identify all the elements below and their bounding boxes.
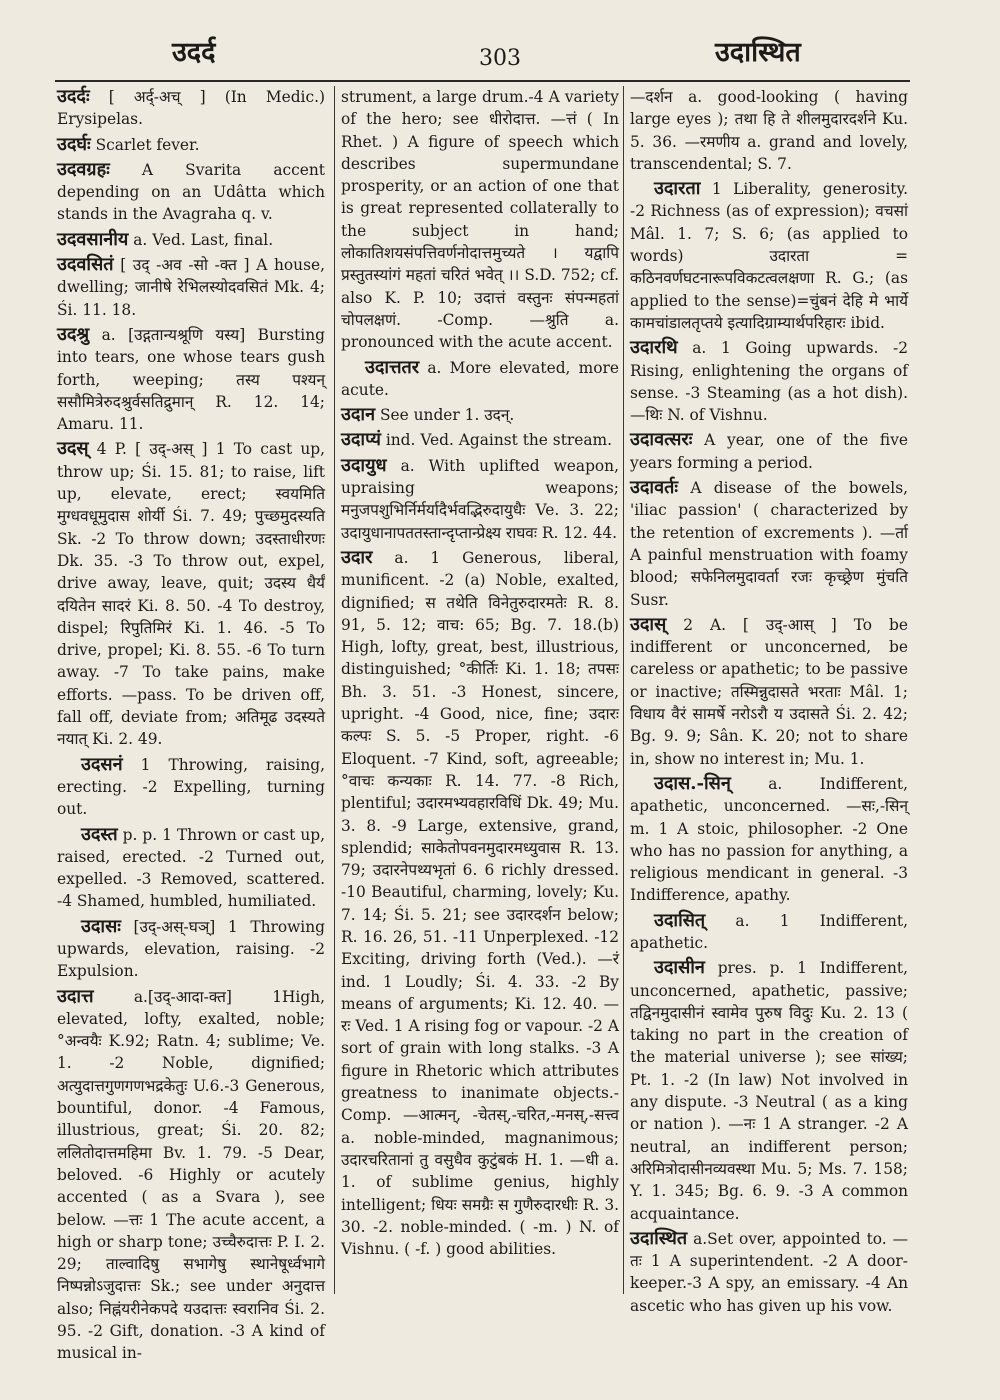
entry-definition: 1 Throwing, raising, erecting. -2 Expelling, turning out. (57, 755, 325, 819)
dictionary-entry (57, 438, 325, 750)
entry-headword: उदात्त (57, 985, 94, 1007)
dictionary-entry (57, 159, 325, 226)
dictionary-entry (630, 773, 908, 907)
entry-definition: —दर्शन a. good-looking ( having large eyes ); तथा हि ते शीलमुदारदर्शने Ku. 5. 36. —रमणीय a. grand and lovely, transcendental; S. 7. (630, 88, 908, 173)
entry-definition: [ अर्द्-अच् ] (In Medic.) Erysipelas. (57, 88, 325, 129)
entry-headword: उदासित् (654, 909, 706, 931)
entry-definition: a. [उद्गतान्यश्रूणि यस्य] Bursting into tears, one whose tears gush forth, weeping; तस्य पश्यन् ससौमित्रेरुदश्रुर्वसतिद्रुमान् R. 12. 14; Amaru. 11. (57, 325, 325, 434)
entry-definition: ind. Ved. Against the stream. (380, 431, 613, 450)
entry-definition: strument, a large drum.-4 A variety of the hero; see धीरोदात्त. —त्तं ( In Rhet. ) A figure of speech which describes supermundane prosperity, or an action of one that is great represented collaterally to the subject in hand; लोकातिशयसंपत्तिवर्णनोदात्तमुच्यते । यद्वापि प्रस्तुतस्यांगं महतां चरितं भवेत् ।। S.D. 752; cf. also K. P. 10; उदात्तं वस्तुनः संपन्महतां चोपलक्षणं. -Comp. —श्रुति a. pronounced with the acute accent. (341, 88, 619, 352)
entry-definition: [उद्-अस्-घञ्] 1 Throwing upwards, elevation, raising. -2 Expulsion. (57, 917, 325, 981)
entry-definition: a. More elevated, more acute. (341, 358, 619, 399)
entry-definition: 1 Liberality, generosity. -2 Richness (as of expression); वचसां Mâl. 1. 7; S. 6; (as applied to words) उदारता = कठिनवर्णघटनारूपविकटत्वलक्षणा R. G.; (as applied to the sense)=चुंबनं देहि मे भार्ये कामचांडालतृप्तये इत्यादिग्राम्यार्थपरिहारः ibid. (630, 180, 908, 332)
entry-definition: a. 1 Indifferent, apathetic. (630, 911, 908, 952)
entry-headword: उदान (341, 404, 376, 426)
column-divider (334, 86, 335, 1294)
entry-headword: उदस्त (81, 823, 118, 845)
entry-headword: उदास्थित (630, 1227, 688, 1249)
entry-headword: उदश्रु (57, 323, 90, 345)
column-2 (341, 86, 619, 1296)
entry-headword: उदवग्रहः (57, 158, 110, 180)
entry-definition: pres. p. 1 Indifferent, unconcerned, apathetic, passive; तद्विनमुदासीनं स्वामेव पुरुष विदुः Ku. 2. 13 ( taking no part in the creation of the material universe ); see सांख्य; Pt. 1. -2 (In law) Not involved in any dispute. -3 Neutral ( as a king or nation ). —नः 1 A stranger. -2 A neutral, an indifferent person; अरिमित्रोदासीनव्यवस्था Mu. 5; Ms. 7. 158; Y. 1. 345; Bg. 6. 9. -3 A common acquaintance. (630, 959, 908, 1223)
dictionary-entry (57, 916, 325, 983)
entry-headword: उदसनं (81, 753, 123, 775)
dictionary-entry (57, 324, 325, 435)
dictionary-entry (630, 86, 908, 175)
entry-definition: [ उद् -अव -सो -क्त ] A house, dwelling; जानीषे रेभिलस्योदवसितं Mk. 4; Śi. 11. 18. (57, 256, 325, 319)
column-3 (630, 86, 908, 1315)
dictionary-entry (341, 455, 619, 544)
dictionary-entry (630, 1228, 908, 1317)
dictionary-entry (57, 824, 325, 913)
entry-definition: a. With uplifted weapon, upraising weapons; मनुजपशुभिर्निर्मर्यादैर्भवद्भिरुदायुधैः Ve. 3. 22; उदायुधानापततस्तान्दृप्तान्प्रेक्ष्य राघवः R. 12. 44. (341, 456, 619, 542)
entry-definition: 4 P. [ उद्-अस् ] 1 To cast up, throw up; Śi. 15. 81; to raise, lift up, elevate, erect; स्वयमिति मुग्धवधूमुदास शोर्यी Śi. 7. 49; पुच्छमुदस्यति Sk. -2 To throw down; उदस्ताधीरणः Dk. 35. -3 To throw out, expel, drive away, leave, quit; उदस्य धैर्यं दयितेन सादरं Ki. 8. 50. -4 To destroy, dispel; रिपुतिमिरं Ki. 1. 46. -5 To drive, propel; Ki. 8. 55. -6 To turn away. -7 To take pains, make efforts. —pass. To be driven off, fall off, deviate from; अतिमूढ उदस्यते नयात् Ki. 2. 49. (57, 440, 325, 749)
dictionary-entry (57, 254, 325, 321)
entry-headword: उदवसानीय (57, 228, 129, 250)
dictionary-entry (630, 178, 908, 334)
entry-definition: a.Set over, appointed to. —तः 1 A superintendent. -2 A door-keeper.-3 A spy, an emissary. -4 An ascetic who has given up his vow. (630, 1229, 908, 1315)
dictionary-entry (630, 337, 908, 426)
entry-headword: उदावर्तः (630, 477, 678, 499)
entry-headword: उदात्ततर (365, 356, 420, 378)
dictionary-entry (630, 910, 908, 955)
dictionary-entry (57, 86, 325, 131)
dictionary-entry (57, 134, 325, 156)
page-number: 303 (479, 46, 521, 71)
entry-definition: a. Ved. Last, final. (128, 230, 274, 249)
entry-headword: उदार (341, 546, 373, 568)
entry-headword: उदारथि (630, 337, 678, 359)
column-divider (623, 86, 624, 1294)
dictionary-entry (341, 547, 619, 1261)
entry-headword: उदासः (81, 915, 121, 937)
entry-headword: उदर्दः (57, 86, 90, 107)
dictionary-entry (341, 404, 619, 426)
dictionary-entry (57, 754, 325, 821)
entry-definition: a. Indifferent, apathetic, unconcerned. —सः,-सिन् m. 1 A stoic, philosopher. -2 One who has no passion for anything, a religious mendicant in general. -3 Indifference, apathy. (630, 774, 908, 905)
entry-headword: उदास.-सिन् (654, 772, 731, 794)
dictionary-entry (57, 986, 325, 1365)
entry-definition: a. 1 Going upwards. -2 Rising, enlightening the organs of sense. -3 Steaming (as a hot dish). —थिः N. of Vishnu. (630, 339, 908, 425)
entry-definition: 2 A. [ उद्-आस् ] To be indifferent or unconcerned, be careless or apathetic; to be passive or inactive; तस्मिन्नुदासते भरताः Mâl. 1; विधाय वैरं सामर्षे नरोऽरौ य उदासते Śi. 2. 42; Bg. 9. 9; Sân. K. 20; not to share in, show no interest in; Mu. 1. (630, 615, 908, 768)
entry-headword: उदासीन (654, 957, 705, 979)
dictionary-entry (630, 614, 908, 770)
right-guide-word: उदास्थित (715, 37, 801, 68)
entry-definition: p. p. 1 Thrown or cast up, raised, erected. -2 Turned out, expelled. -3 Removed, scattered. -4 Shamed, humbled, humiliated. (57, 825, 325, 911)
entry-headword: उदवसितं (57, 254, 114, 276)
entry-headword: उदायुध (341, 454, 387, 476)
entry-definition: A year, one of the five years forming a period. (630, 431, 908, 472)
header-rule (55, 80, 910, 82)
dictionary-entry (341, 429, 619, 451)
entry-headword: उदस् (57, 438, 89, 460)
entry-headword: उदावत्सरः (630, 429, 693, 451)
dictionary-entry (341, 86, 619, 354)
dictionary-entry (630, 477, 908, 611)
entry-headword: उदास् (630, 613, 667, 635)
entry-definition: A Svarita accent depending on an Udâtta which stands in the Avagraha q. v. (57, 160, 325, 224)
dictionary-entry (57, 229, 325, 251)
entry-definition: Scarlet fever. (90, 135, 200, 154)
entry-headword: उदाप्यं (341, 429, 381, 451)
left-guide-word: उदर्द (172, 37, 216, 68)
entry-headword: उदर्घः (57, 133, 91, 155)
dictionary-entry (341, 357, 619, 402)
column-1 (57, 86, 325, 1363)
dictionary-entry (630, 957, 908, 1225)
entry-definition: A disease of the bowels, 'iliac passion' ( characterized by the retention of excrements ). —र्ता A painful menstruation with foamy blood; सफेनिलमुदावर्ता रजः कृच्छ्रेण मुंचति Susr. (630, 479, 908, 609)
entry-definition: a. 1 Generous, liberal, munificent. -2 (a) Noble, exalted, dignified; स तथेति विनेतुरुदारमतेः R. 8. 91, 5. 12; वाच: 65; Bg. 7. 18.(b) High, lofty, great, best, illustrious, distinguished; °कीर्तिः Ki. 1. 18; तपसः Bh. 3. 51. -3 Honest, sincere, upright. -4 Good, nice, fine; उदारः कल्पः S. 5. -5 Proper, right. -6 Eloquent. -7 Kind, soft, agreeable; °वाचः कन्यकाः R. 14. 77. -8 Rich, plentiful; उदारमभ्यवहारविधिं Dk. 49; Mu. 3. 8. -9 Large, extensive, grand, splendid; साकेतोपवनमुदारमध्युवास R. 13. 79; उदारनेपथ्यभृतां 6. 6 richly dressed. -10 Beautiful, charming, lovely; Ku. 7. 14; Śi. 5. 21; see उदारदर्शन below; R. 16. 26, 51. -11 Unperplexed. -12 Exciting, driving forth (Ved.). —रं ind. 1 Loudly; Śi. 4. 33. -2 By means of arguments; Ki. 12. 40. —रः Ved. 1 A rising fog or vapour. -2 A sort of grain with long stalks. -3 A figure in Rhetoric which attributes greatness to inanimate objects.-Comp. —आत्मन्, -चेतस्,-चरित,-मनस्,-सत्त्व a. noble-minded, magnanimous; उदारचरितानां तु वसुधैव कुटुंबकं H. 1. —धी a. 1. of sublime genius, highly intelligent; धियः समग्रैः स गुणैरुदारधीः R. 3. 30. -2. noble-minded. ( -m. ) N. of Vishnu. ( -f. ) good abilities. (341, 548, 619, 1259)
entry-definition: See under 1. उदन्. (375, 406, 515, 425)
entry-definition: a.[उद्-आदा-क्त] 1High, elevated, lofty, exalted, noble; °अन्वयैः K.92; Ratn. 4; sublime; Ve. 1. -2 Noble, dignified; अत्युदात्तगुणगणभद्रकेतुः U.6.-3 Generous, bountiful, donor. -4 Famous, illustrious, great; Śi. 20. 82; ललितोदात्तमहिमा Bv. 1. 79. -5 Dear, beloved. -6 Highly or acutely accented ( as a Svara ), see below. —त्तः 1 The acute accent, a high or sharp tone; उच्चैरुदात्तः P. I. 2. 29; ताल्वादिषु सभागेषु स्थानेषूर्ध्वभागे निष्पन्नोऽजुदात्तः Sk.; see under अनुदात्त also; निह्नंयरीनेकपदे यउदात्तः स्वरानिव Śi. 2. 95. -2 Gift, donation. -3 A kind of musical in- (57, 987, 325, 1363)
entry-headword: उदारता (654, 178, 701, 200)
dictionary-entry (630, 429, 908, 474)
